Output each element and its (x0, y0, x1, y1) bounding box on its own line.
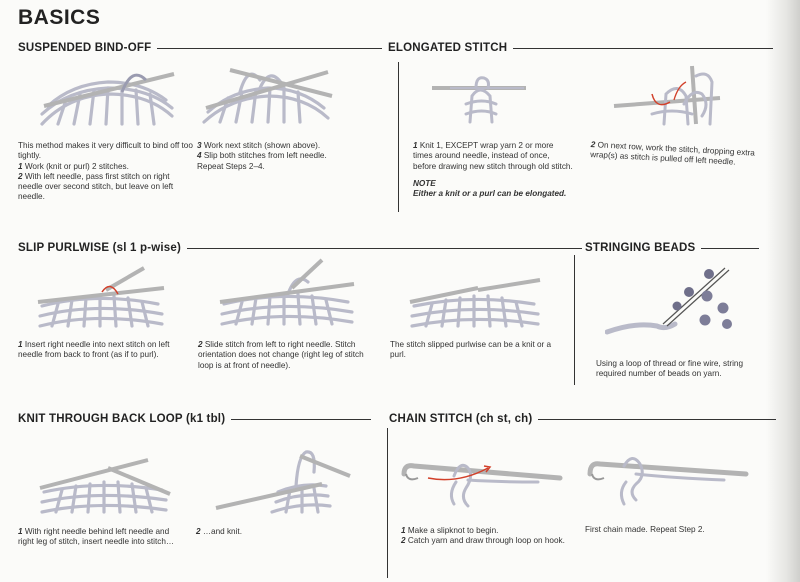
stringing-beads-illustration (605, 262, 750, 344)
step-number: 2 (401, 536, 406, 546)
step-text: Knit 1, EXCEPT wrap yarn 2 or more times around needle, instead of once, before drawing new stitch through old stitch. (413, 141, 573, 171)
heading-text: STRINGING BEADS (585, 242, 696, 254)
step-2 (401, 536, 566, 546)
beads-text: Using a loop of thread or fine wire, string required number of beads on yarn. (596, 359, 743, 379)
column-divider (398, 62, 399, 212)
elongated-stitch-illustration-2 (612, 64, 722, 126)
step-3 (197, 141, 347, 151)
heading-chain-stitch (389, 413, 776, 425)
page-edge-shadow (766, 0, 800, 582)
slip-purlwise-illustration-1 (36, 264, 166, 330)
chain-stitch-illustration-2 (584, 452, 749, 508)
step-number: 1 (18, 161, 23, 171)
step-number: 1 (18, 340, 23, 349)
slip-purlwise-caption-1 (18, 340, 178, 361)
heading-text: KNIT THROUGH BACK LOOP (k1 tbl) (18, 413, 226, 425)
heading-rule (231, 419, 371, 420)
step-number: 2 (198, 340, 203, 349)
slip-purlwise-caption-3 (390, 340, 565, 361)
step-1 (401, 526, 566, 536)
step-1 (413, 141, 573, 172)
step-text: Work (knit or purl) 2 stitches. (24, 161, 129, 171)
chain-stitch-illustration-1 (398, 454, 563, 508)
step-text: Slip both stitches from left needle. Repeat Steps 2–4. (197, 151, 327, 171)
knit-back-loop-caption-1 (18, 527, 178, 548)
step-text: Insert right needle into next stitch on left needle from back to front (as if to purl). (18, 340, 170, 360)
step-number: 1 (401, 526, 406, 535)
knit-back-loop-illustration-2 (212, 446, 352, 516)
step-text: Slide stitch from left to right needle. Stitch orientation does not change (right leg of stitch loop is at front of needle). (198, 340, 364, 370)
heading-text: CHAIN STITCH (ch st, ch) (389, 413, 533, 425)
heading-rule (513, 48, 773, 49)
column-divider (574, 255, 575, 385)
step-number: 4 (197, 151, 202, 161)
elongated-stitch-caption-1 (413, 141, 573, 199)
suspended-bind-off-illustration-1 (38, 66, 178, 128)
elongated-stitch-caption-2 (590, 140, 771, 170)
heading-text: ELONGATED STITCH (388, 42, 508, 54)
step-number: 1 (413, 141, 418, 150)
step-1 (18, 162, 193, 172)
step-text: With right needle behind left needle and right leg of stitch, insert needle into stitch… (18, 527, 175, 547)
heading-stringing-beads (585, 242, 759, 254)
step-2 (590, 140, 771, 170)
heading-rule (701, 248, 759, 249)
step-2 (198, 340, 378, 371)
step-number: 2 (196, 527, 201, 536)
step-1 (18, 340, 178, 361)
step-text: Work next stitch (shown above). (203, 141, 321, 150)
suspended-bind-off-caption-2 (197, 141, 347, 172)
note-text: The stitch slipped purlwise can be a knit or a purl. (390, 340, 552, 360)
slip-purlwise-illustration-2 (218, 258, 358, 328)
slip-purlwise-caption-2 (198, 340, 378, 371)
slip-purlwise-illustration-3 (408, 266, 543, 330)
step-3-text: First chain made. Repeat Step 2. (585, 525, 705, 534)
heading-suspended-bind-off (18, 42, 382, 54)
step-text: With left needle, pass first stitch on right needle over second stitch, but leave on left needle. (18, 171, 174, 202)
step-1 (18, 527, 178, 548)
suspended-bind-off-caption-1 (18, 141, 193, 203)
chain-stitch-caption-2 (585, 525, 755, 535)
intro-text: This method makes it very difficult to bind off too tightly. (18, 141, 193, 161)
heading-knit-back-loop (18, 413, 371, 425)
step-4 (197, 151, 347, 172)
page-title: BASICS (18, 6, 101, 29)
elongated-stitch-illustration-1 (430, 74, 528, 124)
note-body: Either a knit or a purl can be elongated. (413, 189, 567, 199)
step-text: …and knit. (202, 527, 242, 536)
heading-text: SUSPENDED BIND-OFF (18, 42, 152, 54)
step-text: Catch yarn and draw through loop on hook. (407, 536, 565, 546)
heading-rule (157, 48, 382, 49)
chain-stitch-caption-1 (401, 526, 566, 547)
step-2 (196, 527, 316, 537)
step-number: 2 (18, 171, 23, 181)
heading-rule (538, 419, 776, 420)
heading-rule-left (374, 48, 382, 49)
step-number: 1 (18, 527, 23, 536)
step-text: On next row, work the stitch, dropping extra wrap(s) as stitch is pulled off left needle. (589, 140, 756, 167)
knit-back-loop-caption-2 (196, 527, 316, 537)
heading-text: SLIP PURLWISE (sl 1 p-wise) (18, 242, 182, 254)
stringing-beads-caption (596, 359, 766, 380)
step-number: 3 (197, 141, 202, 150)
heading-slip-purlwise (18, 242, 582, 254)
column-divider (387, 428, 388, 578)
step-number: 2 (590, 140, 596, 150)
heading-rule (187, 248, 582, 249)
note-title: NOTE (413, 178, 436, 188)
knit-back-loop-illustration-1 (38, 454, 173, 516)
step-text: Make a slipknot to begin. (407, 526, 499, 535)
suspended-bind-off-illustration-2 (200, 62, 335, 128)
heading-elongated-stitch (374, 42, 773, 54)
step-2 (18, 172, 193, 203)
